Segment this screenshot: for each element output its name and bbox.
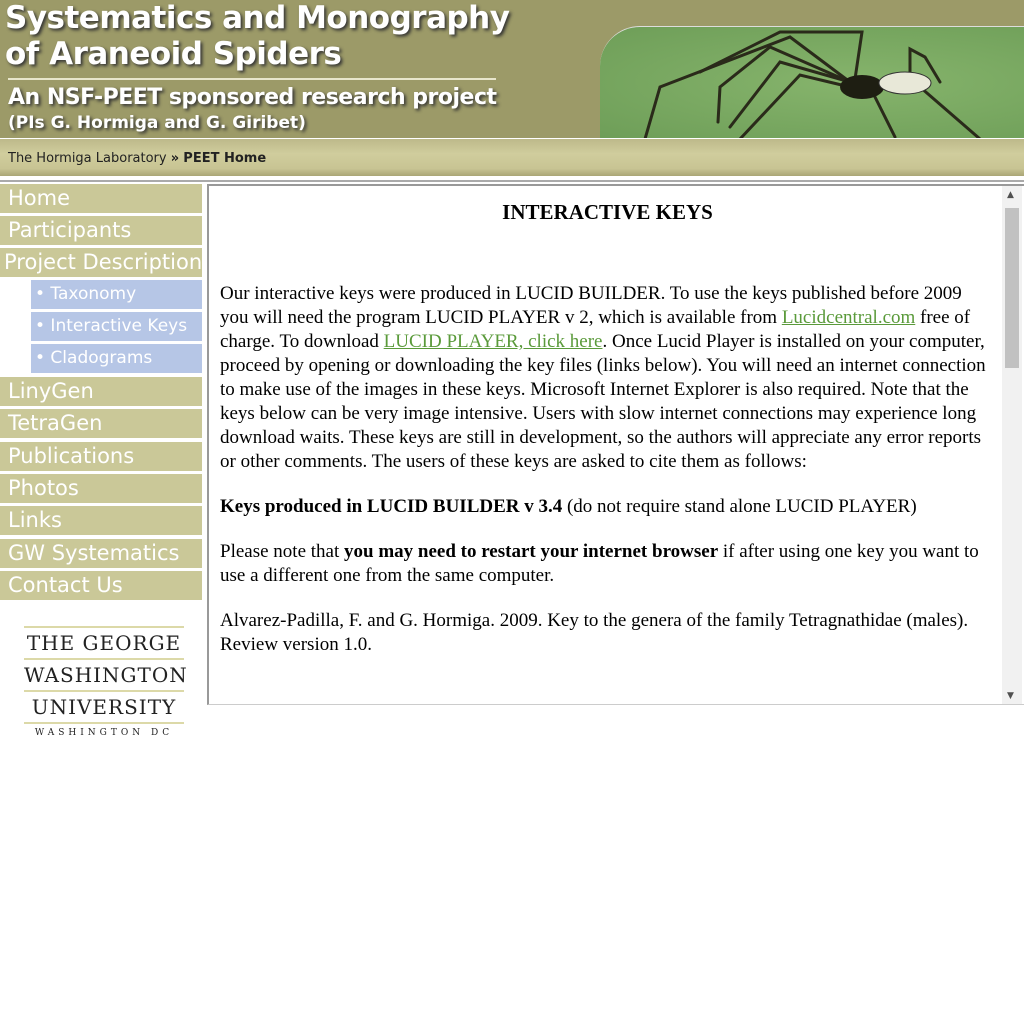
lucidcentral-link[interactable]: Lucidcentral.com — [781, 307, 916, 328]
breadcrumb — [0, 139, 1024, 178]
nav-publications[interactable]: Publications — [0, 442, 202, 471]
text: (do not require stand alone LUCID PLAYER) — [562, 496, 917, 517]
nav-photos[interactable]: Photos — [0, 474, 202, 503]
content-frame — [207, 184, 1024, 705]
banner-title-2: of Araneoid Spiders — [5, 36, 342, 72]
text: . Once Lucid Player is installed on your computer, proceed by opening or downloading the key files (links below). You will need an internet connection to make use of the images in these keys. Microsoft Internet Explorer is also required. Note that the keys below can be very image intensive. Users with slow internet connections may experience long download waits. These keys are still in development, so the authors will appreciate any error reports or other comments. The users of these keys are asked to cite them as follows: — [220, 331, 986, 472]
divider — [0, 180, 1024, 182]
nav-contact-us[interactable]: Contact Us — [0, 571, 202, 600]
text: Our interactive keys were produced in LUCID BUILDER. To use the keys published before 2009 you will need the program LUCID PLAYER v 2, which is available from — [220, 283, 962, 328]
nav-taxonomy[interactable]: • Taxonomy — [31, 280, 202, 309]
scroll-down-icon[interactable]: ▼ — [1007, 691, 1014, 701]
scrollbar[interactable] — [1002, 186, 1022, 705]
logo-line: WASHINGTON — [24, 663, 188, 687]
nav-participants[interactable]: Participants — [0, 216, 202, 245]
spider-photo — [600, 26, 1024, 138]
banner-title: Systematics and Monography — [5, 0, 510, 36]
nav-tetragen[interactable]: TetraGen — [0, 409, 202, 438]
logo-line: THE GEORGE — [26, 631, 182, 655]
scrollbar-thumb[interactable] — [1005, 208, 1019, 368]
site-banner — [0, 0, 1024, 138]
scroll-up-icon[interactable]: ▲ — [1007, 190, 1014, 200]
text: Keys produced in LUCID BUILDER v 3.4 — [220, 496, 563, 517]
lucid-player-download-link[interactable]: LUCID PLAYER, click here — [383, 331, 603, 352]
gwu-logo[interactable] — [24, 624, 188, 738]
banner-divider — [8, 78, 496, 80]
banner-pis: (PIs G. Hormiga and G. Giribet) — [8, 113, 306, 133]
builder-paragraph — [220, 495, 995, 519]
intro-paragraph — [220, 282, 995, 474]
logo-line: UNIVERSITY — [31, 695, 177, 719]
breadcrumb-current: PEET Home — [183, 151, 267, 166]
banner-subtitle: An NSF-PEET sponsored research project — [8, 85, 497, 110]
restart-note — [220, 540, 995, 588]
nav-gw-systematics[interactable]: GW Systematics — [0, 539, 202, 568]
nav-linygen[interactable]: LinyGen — [0, 377, 202, 406]
nav-links[interactable]: Links — [0, 506, 202, 535]
text: free of charge. To download — [220, 307, 971, 352]
logo-line: WASHINGTON DC — [34, 728, 174, 738]
citation: Alvarez-Padilla, F. and G. Hormiga. 2009. Key to the genera of the family Tetragnathidae (males). Review version 1.0. — [220, 610, 969, 655]
nav-home[interactable]: Home — [0, 184, 202, 213]
breadcrumb-separator: » — [170, 151, 180, 166]
text: you may need to restart your internet browser — [344, 541, 719, 562]
nav-project-description[interactable]: Project Description — [0, 248, 202, 277]
nav-cladograms[interactable]: • Cladograms — [31, 344, 202, 373]
nav-interactive-keys[interactable]: • Interactive Keys — [31, 312, 202, 341]
spider-icon — [600, 27, 1024, 138]
text: Please note that — [220, 541, 344, 562]
page-title: INTERACTIVE KEYS — [502, 200, 713, 224]
breadcrumb-parent-link[interactable]: The Hormiga Laboratory — [8, 151, 167, 166]
text: if after using one key you want to use a different one from the same computer. — [220, 541, 979, 586]
main-content — [220, 186, 995, 678]
